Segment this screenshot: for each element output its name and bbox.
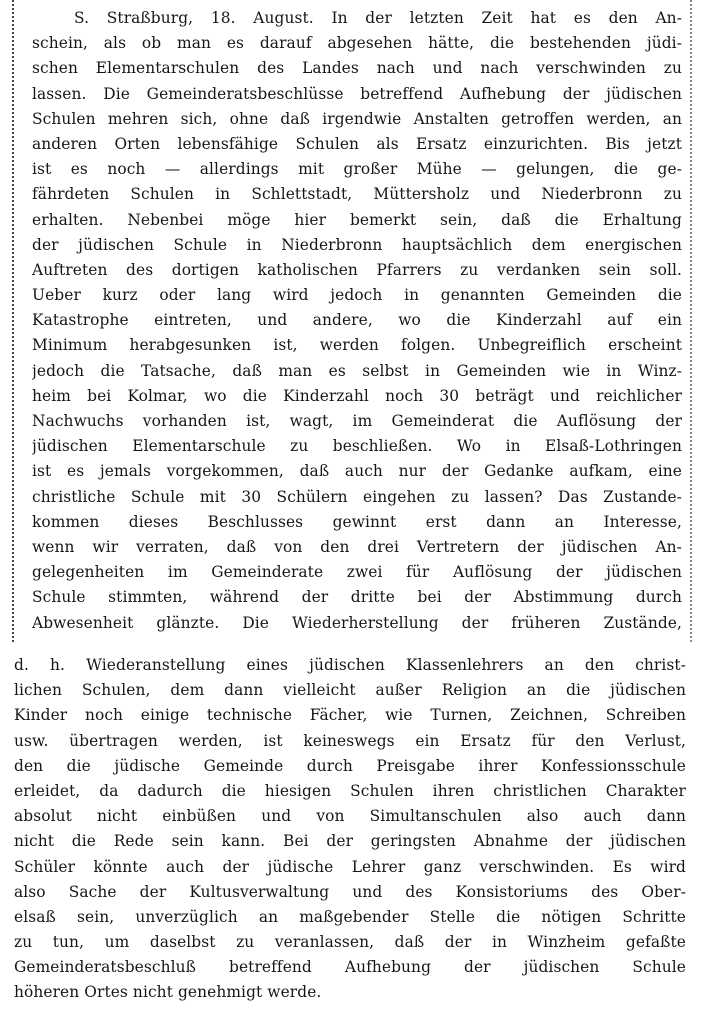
text-line: zu tun, um daselbst zu veranlassen, daß der in Winzheim gefaßte [14,933,686,952]
text-line: Schule stimmten, während der dritte bei der Abstimmung durch [32,588,682,607]
text-line: erleidet, da dadurch die hiesigen Schulen ihren christlichen Charakter [14,781,686,800]
text-line: Gemeinderatsbeschluß betreffend Aufhebung der jüdischen Schule [14,958,686,977]
text-line: Ueber kurz oder lang wird jedoch in genannten Gemeinden die [32,286,682,305]
text-line: heim bei Kolmar, wo die Kinderzahl noch 30 beträgt und reichlicher [32,386,682,405]
text-line: anderen Orten lebensfähige Schulen als Ersatz einzurichten. Bis jetzt [32,134,682,153]
text-line: fährdeten Schulen in Schlettstadt, Müttersholz und Niederbronn zu [32,185,682,204]
text-line: absolut nicht einbüßen und von Simultanschulen also auch dann [14,807,686,826]
text-line: jedoch die Tatsache, daß man es selbst in Gemeinden wie in Winz- [32,361,682,380]
text-line: schen Elementarschulen des Landes nach und nach verschwinden zu [32,59,682,78]
text-line: jüdischen Elementarschule zu beschließen. Wo in Elsaß-Lothringen [32,437,682,456]
text-line: Abwesenheit glänzte. Die Wiederherstellung der früheren Zustände, [32,613,682,632]
text-line: schein, als ob man es darauf abgesehen hätte, die bestehenden jüdi- [32,34,682,53]
text-line: lassen. Die Gemeinderatsbeschlüsse betreffend Aufhebung der jüdischen [32,84,682,103]
column-rule-right [690,0,692,642]
text-line: Katastrophe eintreten, und andere, wo die Kinderzahl auf ein [32,311,682,330]
text-line: also Sache der Kultusverwaltung und des Konsistoriums des Ober- [14,882,686,901]
text-line: ist es noch — allerdings mit großer Mühe — gelungen, die ge- [32,160,682,179]
text-line: christliche Schule mit 30 Schülern eingehen zu lassen? Das Zustande- [32,487,682,506]
text-line: wenn wir verraten, daß von den drei Vertretern der jüdischen An- [32,537,682,556]
text-line: Nachwuchs vorhanden ist, wagt, im Gemeinderat die Auflösung der [32,412,682,430]
text-line: kommen dieses Beschlusses gewinnt erst dann an Interesse, [32,512,682,531]
text-line: Schüler könnte auch der jüdische Lehrer ganz verschwinden. Es wird [14,857,686,876]
article-column-text [32,6,682,636]
text-line: gelegenheiten im Gemeinderate zwei für Auflösung der jüdischen [32,563,682,582]
text-line: den die jüdische Gemeinde durch Preisgabe ihrer Konfessionsschule [14,756,686,775]
text-line: der jüdischen Schule in Niederbronn hauptsächlich dem energischen [32,235,682,254]
text-line: S. Straßburg, 18. August. In der letzten Zeit hat es den An- [74,9,682,27]
column-rule-left [12,0,14,642]
text-line: Schulen mehren sich, ohne daß irgendwie Anstalten getroffen werden, an [32,109,682,128]
text-line: usw. übertragen werden, ist keineswegs ein Ersatz für den Verlust, [14,731,686,750]
text-line: lichen Schulen, dem dann vielleicht außer Religion an die jüdischen [14,681,686,700]
text-line: d. h. Wiederanstellung eines jüdischen Klassenlehrers an den christ- [14,656,686,674]
article-continuation-text [14,653,686,1006]
text-line: Minimum herabgesunken ist, werden folgen. Unbegreiflich erscheint [32,336,682,355]
text-line: ist es jemals vorgekommen, daß auch nur der Gedanke aufkam, eine [32,462,682,481]
text-line: erhalten. Nebenbei möge hier bemerkt sein, daß die Erhaltung [32,210,682,229]
text-line: nicht die Rede sein kann. Bei der geringsten Abnahme der jüdischen [14,832,686,851]
text-line: elsaß sein, unverzüglich an maßgebender Stelle die nötigen Schritte [14,907,686,926]
text-line: Auftreten des dortigen katholischen Pfarrers zu verdanken sein soll. [32,260,682,279]
text-line: Kinder noch einige technische Fächer, wie Turnen, Zeichnen, Schreiben [14,706,686,725]
text-line: höheren Ortes nicht genehmigt werde. [14,983,322,1002]
